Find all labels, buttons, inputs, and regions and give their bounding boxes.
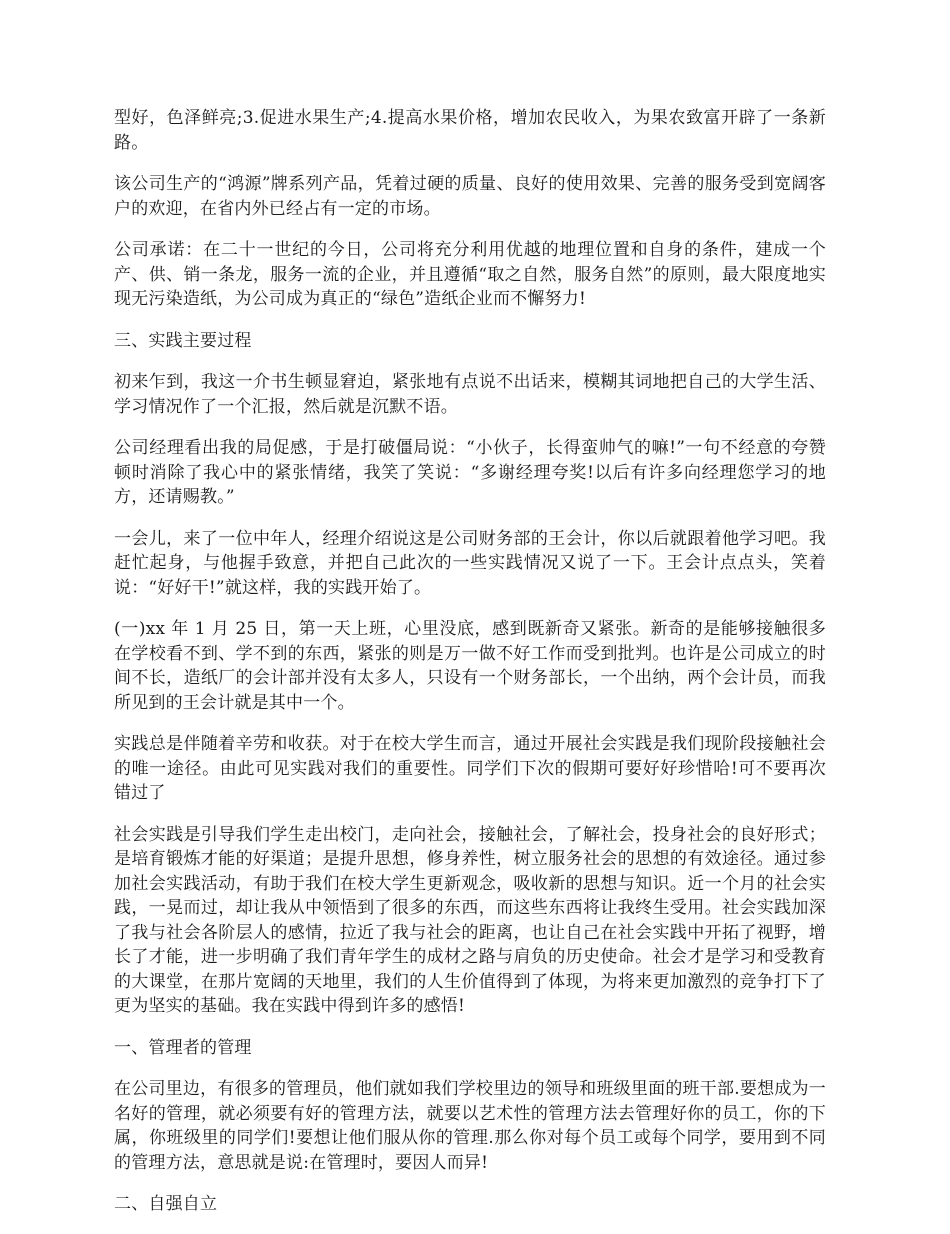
section-heading-self-reliance: 二、自强自立: [114, 1194, 218, 1214]
paragraph-hongyuan-products: 该公司生产的“鸿源”牌系列产品，凭着过硬的质量、良好的使用效果、完善的服务受到宽阔客户的欢迎，在省内外已经占有一定的市场。: [114, 174, 826, 219]
paragraph-first-day: (一)xx 年 1 月 25 日，第一天上班，心里没底，感到既新奇又紧张。新奇的是能够接触很多在学校看不到、学不到的东西，紧张的则是万一做不好工作而受到批判。也许是公司成立的时间不长，造纸厂的会计部并没有太多人，只设有一个财务部长，一个出纳，两个会计员，而我所见到的王会计就是其中一个。: [114, 619, 826, 713]
paragraph-management-methods: 在公司里边，有很多的管理员，他们就如我们学校里边的领导和班级里面的班干部.要想成为一名好的管理，就必须要有好的管理方法，就要以艺术性的管理方法去管理好你的员工，你的下属，你班级里的同学们!要想让他们服从你的管理.那么你对每个员工或每个同学，要用到不同的管理方法，意思就是说:在管理时，要因人而异!: [114, 1079, 826, 1173]
section-heading-management: 一、管理者的管理: [114, 1037, 252, 1058]
paragraph-company-promise: 公司承诺：在二十一世纪的今日，公司将充分利用优越的地理位置和自身的条件，建成一个产、供、销一条龙，服务一流的企业，并且遵循“取之自然，服务自然”的原则，最大限度地实现无污染造纸，为公司成为真正的“绿色”造纸企业而不懈努力!: [114, 240, 826, 309]
paragraph-fruit-benefits: 型好，色泽鲜亮;3.促进水果生产;4.提高水果价格，增加农民收入，为果农致富开辟了一条新路。: [114, 108, 826, 153]
paragraph-practice-reward: 实践总是伴随着辛劳和收获。对于在校大学生而言，通过开展社会实践是我们现阶段接触社会的唯一途径。由此可见实践对我们的重要性。同学们下次的假期可要好好珍惜哈!可不要再次错过了: [114, 734, 826, 803]
paragraph-accountant-intro: 一会儿，来了一位中年人，经理介绍说这是公司财务部的王会计，你以后就跟着他学习吧。我赶忙起身，与他握手致意，并把自己此次的一些实践情况又说了一下。王会计点点头，笑着说：“好好干!”就这样，我的实践开始了。: [114, 528, 826, 598]
paragraph-social-practice: 社会实践是引导我们学生走出校门，走向社会，接触社会，了解社会，投身社会的良好形式；是培育锻炼才能的好渠道；是提升思想，修身养性，树立服务社会的思想的有效途径。通过参加社会实践活动，有助于我们在校大学生更新观念，吸收新的思想与知识。近一个月的社会实践，一晃而过，却让我从中领悟到了很多的东西，而这些东西将让我终生受用。社会实践加深了我与社会各阶层人的感情，拉近了我与社会的距离，也让自己在社会实践中开拓了视野，增长了才能，进一步明确了我们青年学生的成材之路与肩负的历史使命。社会才是学习和受教育的大课堂，在那片宽阔的天地里，我们的人生价值得到了体现，为将来更加激烈的竞争打下了更为坚实的基础。我在实践中得到许多的感悟!: [114, 824, 826, 1016]
paragraph-manager-praise: 公司经理看出我的局促感，于是打破僵局说：“小伙子，长得蛮帅气的嘛!”一句不经意的夸赞顿时消除了我心中的紧张情绪，我笑了笑说：“多谢经理夸奖!以后有许多向经理您学习的地方，还请赐教。”: [114, 438, 826, 507]
section-heading-practice-process: 三、实践主要过程: [114, 330, 252, 351]
paragraph-first-arrival: 初来乍到，我这一介书生顿显窘迫，紧张地有点说不出话来，模糊其词地把自己的大学生活、学习情况作了一个汇报，然后就是沉默不语。: [114, 372, 826, 417]
document-page: [114, 106, 826, 1234]
